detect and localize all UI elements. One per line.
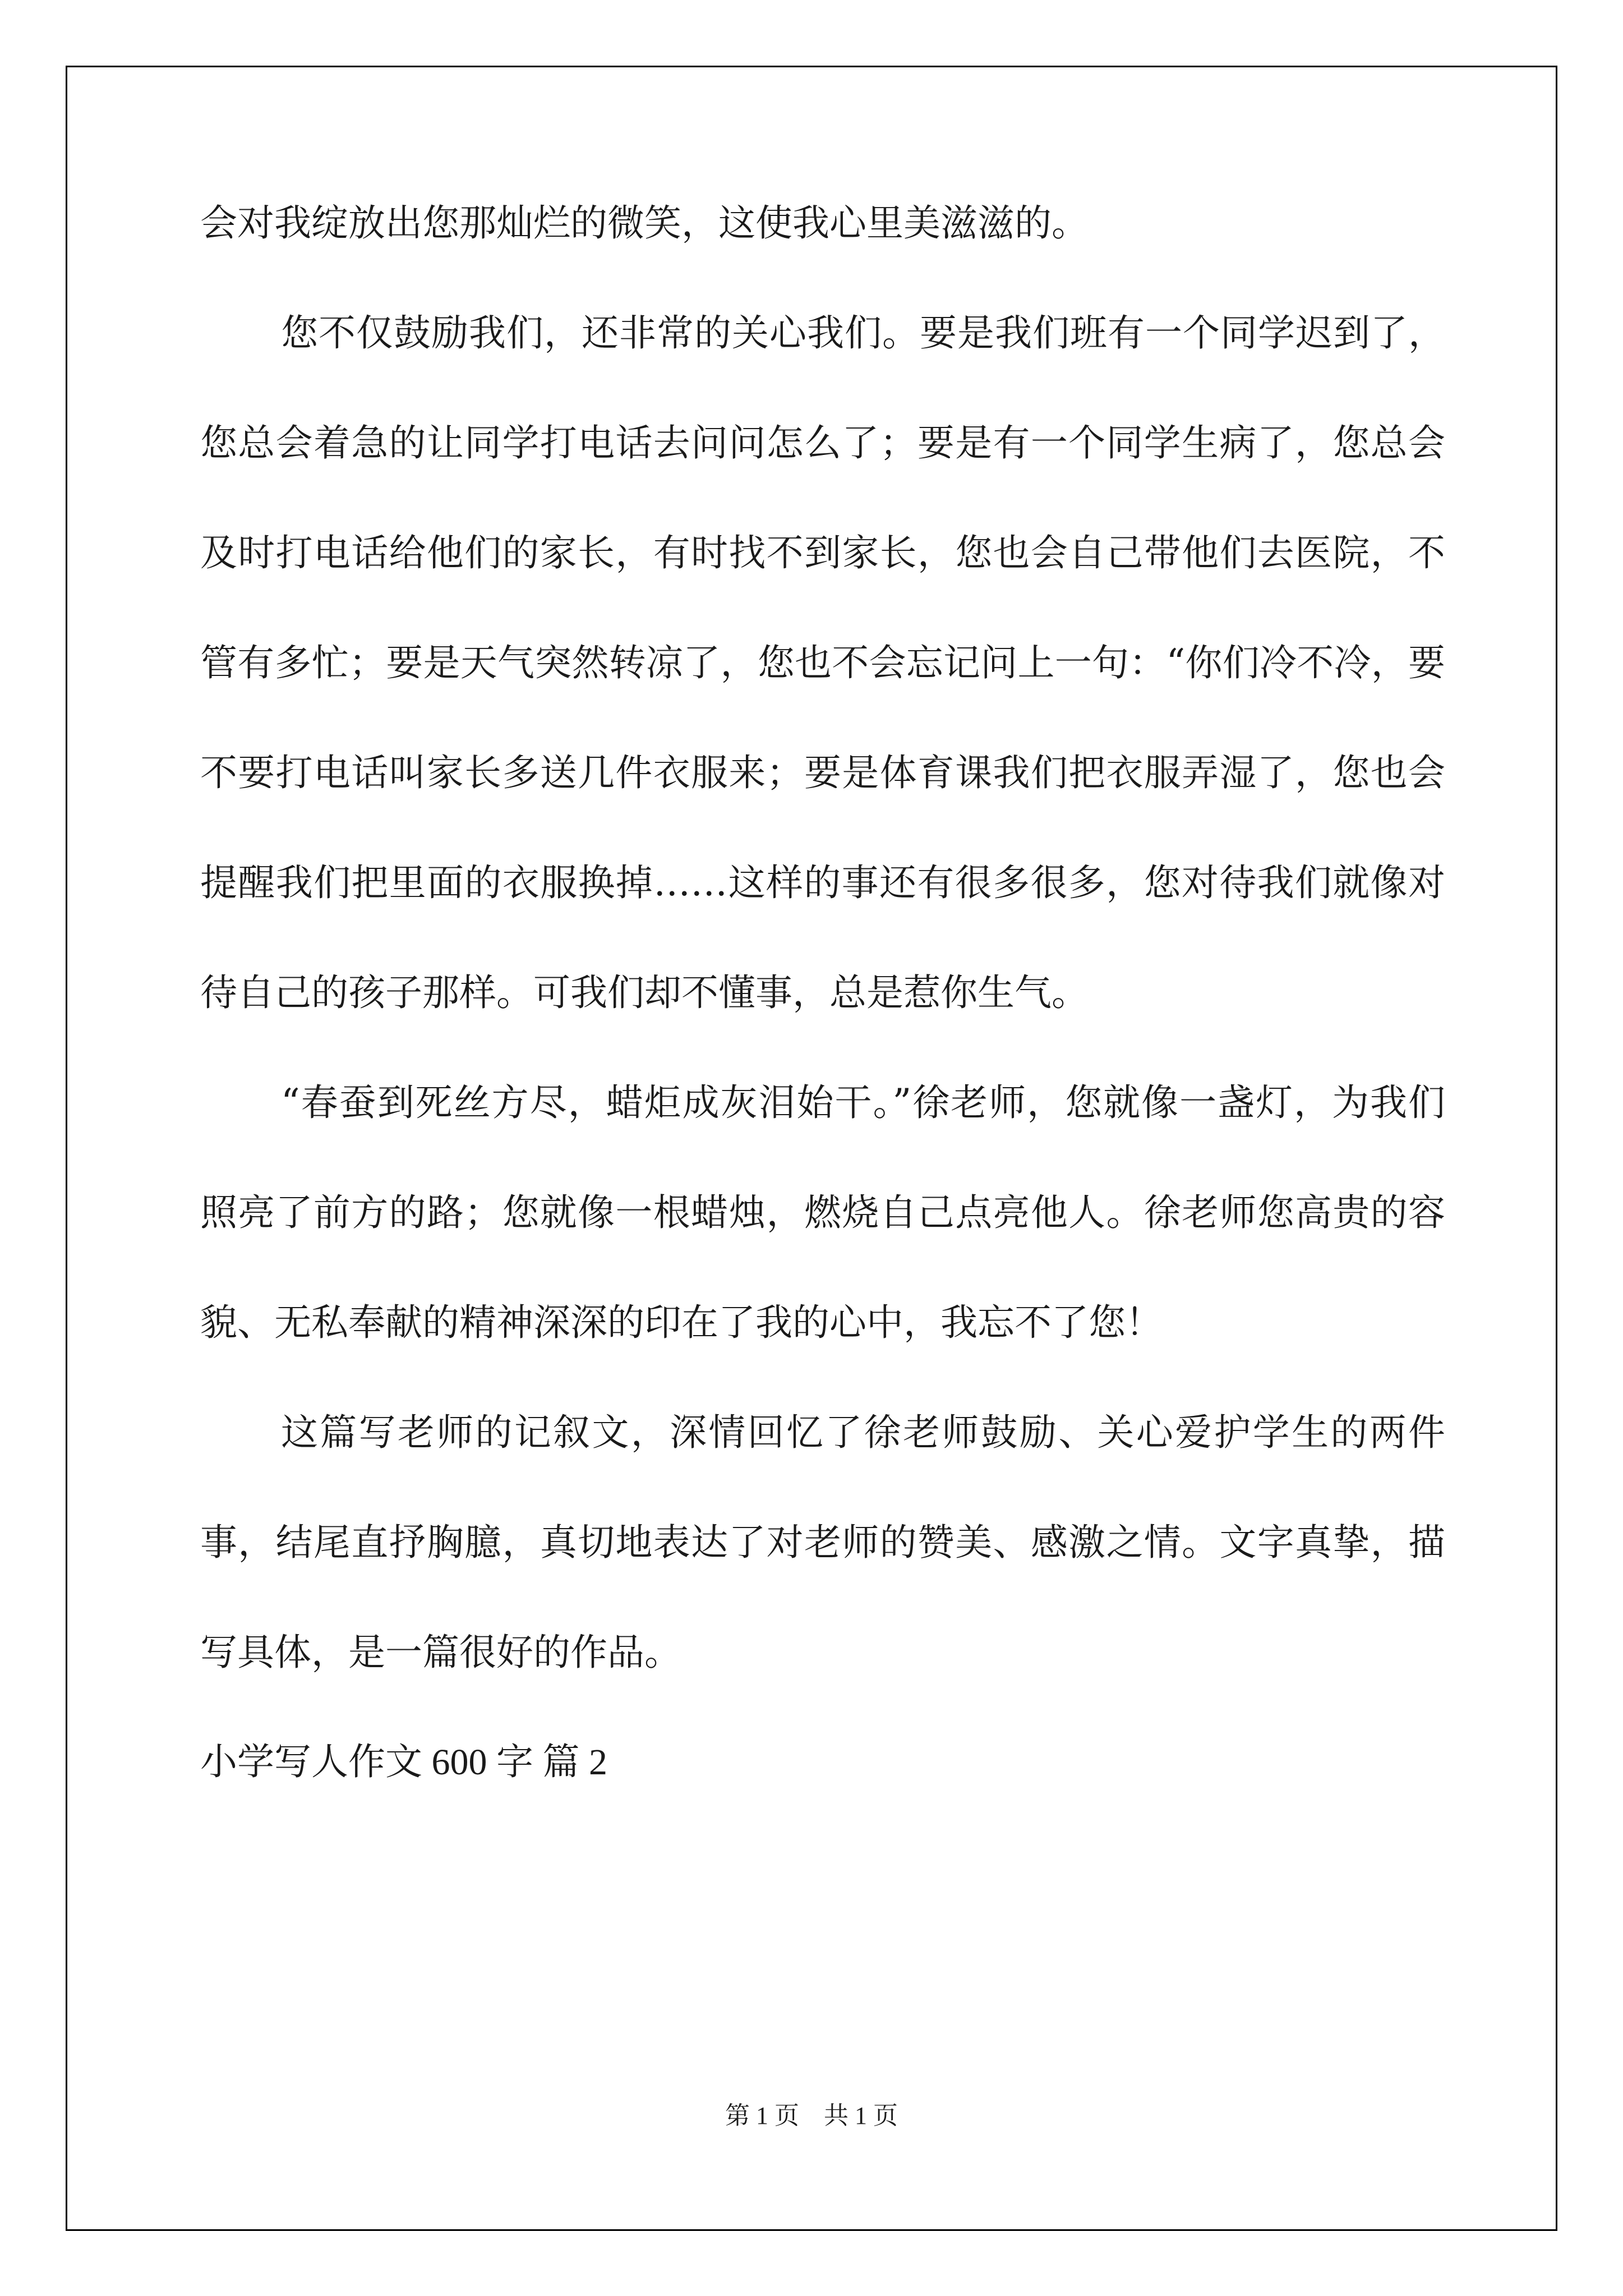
paragraph-continuation: 会对我绽放出您那灿烂的微笑，这使我心里美滋滋的。 [200, 201, 1089, 245]
document-body [200, 168, 1445, 1818]
paragraph-tribute: “春蚕到死丝方尽，蜡炬成灰泪始干。”徐老师，您就像一盏灯，为我们照亮了前方的路；您就像一根蜡烛，燃烧自己点亮他人。徐老师您高贵的容貌、无私奉献的精神深深的印在了我的心中，我忘不了您！ [200, 1081, 1445, 1344]
page-number-footer: 第 1 页 共 1 页 [725, 2102, 898, 2129]
section-heading: 小学写人作文 600 字 篇 2 [200, 1742, 607, 1783]
paragraph-commentary: 这篇写老师的记叙文，深情回忆了徐老师鼓励、关心爱护学生的两件事，结尾直抒胸臆，真切地表达了对老师的赞美、感激之情。文字真挚，描写具体，是一篇很好的作品。 [200, 1411, 1445, 1674]
paragraph-care: 您不仅鼓励我们，还非常的关心我们。要是我们班有一个同学迟到了，您总会着急的让同学打电话去问问怎么了；要是有一个同学生病了，您总会及时打电话给他们的家长，有时找不到家长，您也会自己带他们去医院，不管有多忙；要是天气突然转凉了，您也不会忘记问上一句：“你们冷不冷，要不要打电话叫家长多送几件衣服来；要是体育课我们把衣服弄湿了，您也会提醒我们把里面的衣服换掉……这样的事还有很多很多，您对待我们就像对待自己的孩子那样。可我们却不懂事，总是惹你生气。 [200, 311, 1445, 1014]
